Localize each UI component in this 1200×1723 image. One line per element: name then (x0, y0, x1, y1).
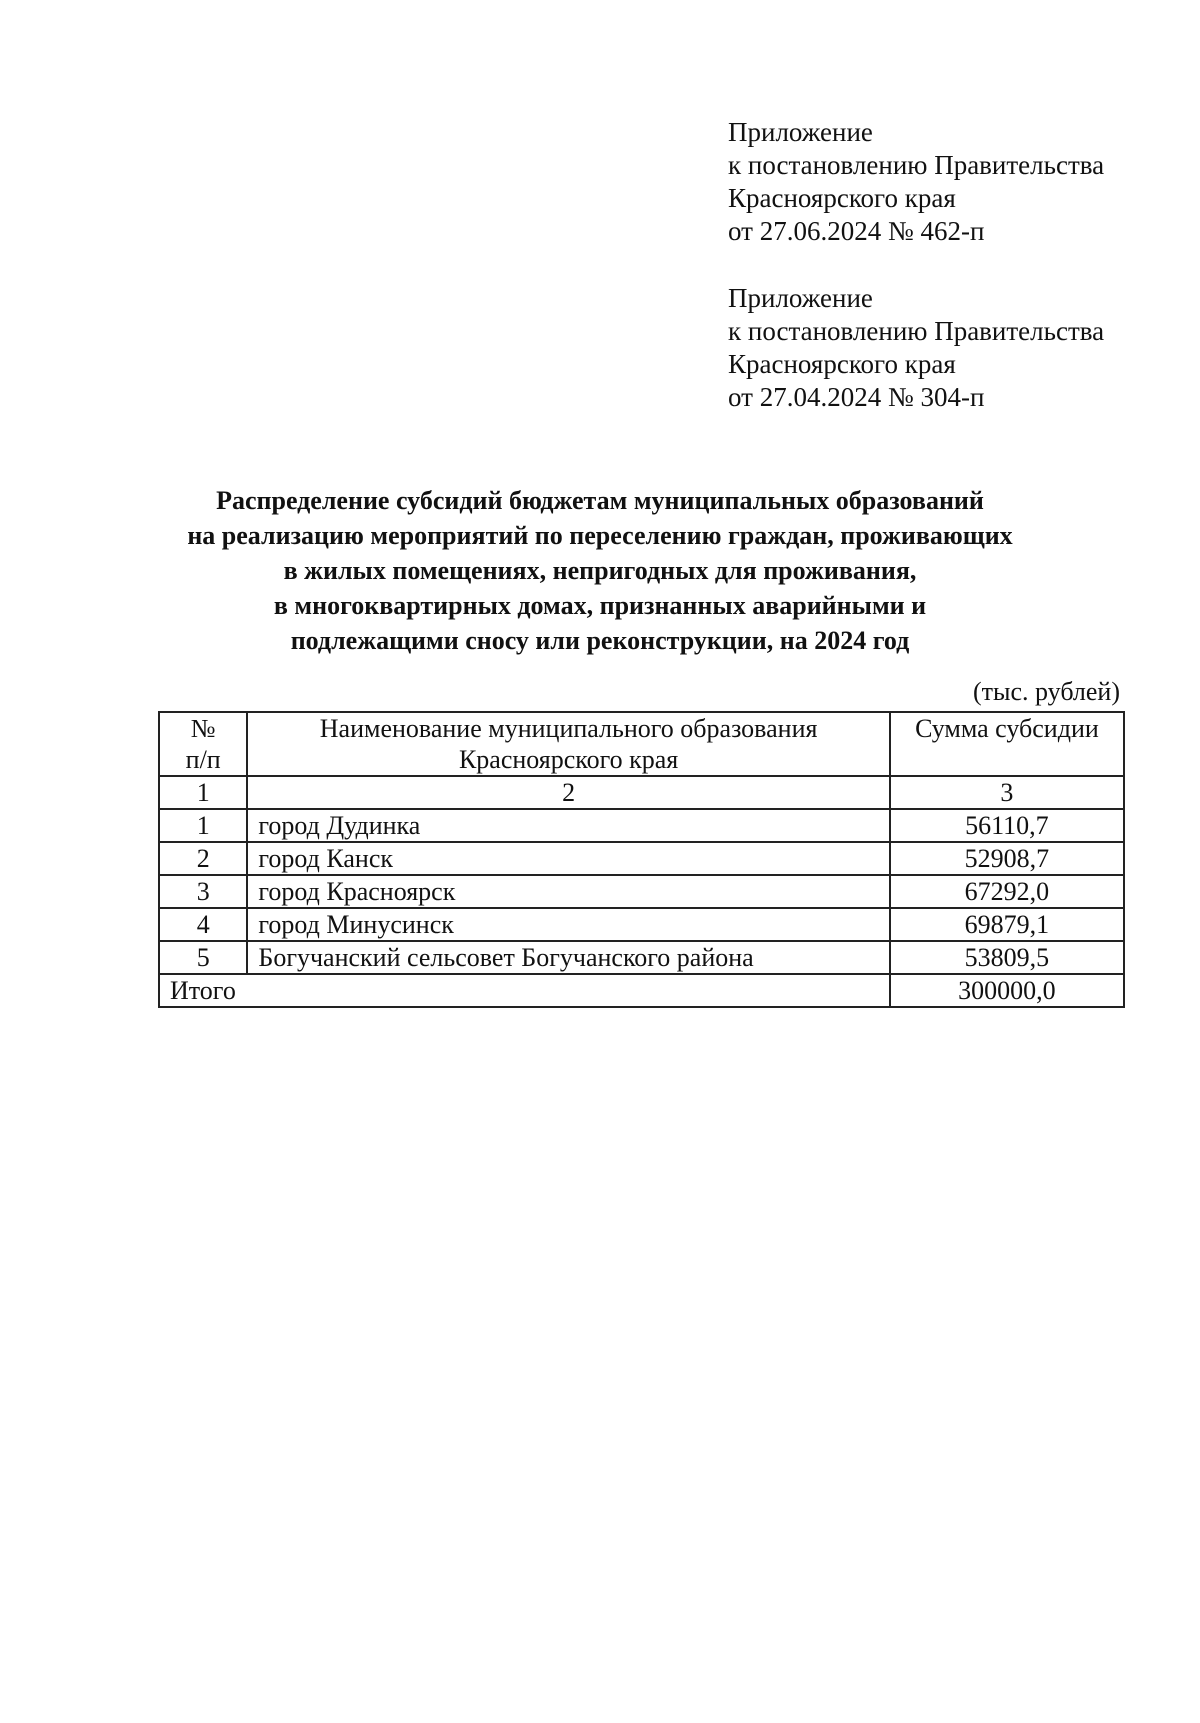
row-municipality: город Дудинка (247, 809, 889, 842)
appendix-block-current (728, 116, 1104, 248)
header-number-abbr: п/п (185, 745, 221, 774)
title-line-3: в жилых помещениях, непригодных для проживания, (283, 556, 917, 585)
column-index-row (159, 776, 1124, 809)
header-name (247, 712, 889, 776)
header-sum: Сумма субсидии (890, 712, 1124, 776)
appendix-reference: к постановлению Правительства (728, 316, 1105, 346)
row-sum: 52908,7 (890, 842, 1124, 875)
column-index-cell: 2 (247, 776, 889, 809)
row-sum: 56110,7 (890, 809, 1124, 842)
row-number: 4 (159, 908, 247, 941)
total-label: Итого (159, 974, 890, 1007)
appendix-region: Красноярского края (728, 183, 956, 213)
appendix-region: Красноярского края (728, 349, 956, 379)
appendix-heading: Приложение (728, 117, 873, 147)
row-number: 5 (159, 941, 247, 974)
appendix-date-number: от 27.04.2024 № 304-п (728, 382, 985, 412)
row-municipality: город Красноярск (247, 875, 889, 908)
document-title (150, 483, 1050, 658)
table-row (159, 809, 1124, 842)
table-row (159, 908, 1124, 941)
title-line-1: Распределение субсидий бюджетам муниципальных образований (216, 486, 984, 515)
row-number: 2 (159, 842, 247, 875)
table-row (159, 842, 1124, 875)
total-sum: 300000,0 (890, 974, 1124, 1007)
row-municipality: город Минусинск (247, 908, 889, 941)
header-name-line-1: Наименование муниципального образования (319, 714, 818, 743)
row-municipality: город Канск (247, 842, 889, 875)
row-municipality: Богучанский сельсовет Богучанского района (247, 941, 889, 974)
row-number: 3 (159, 875, 247, 908)
header-name-line-2: Красноярского края (458, 745, 679, 774)
column-index-cell: 1 (159, 776, 247, 809)
unit-note: (тыс. рублей) (972, 677, 1120, 706)
row-number: 1 (159, 809, 247, 842)
appendix-block-original (728, 282, 1104, 414)
table-row (159, 941, 1124, 974)
header-number-symbol: № (190, 714, 216, 743)
title-line-5: подлежащими сносу или реконструкции, на 2024 год (290, 626, 910, 655)
subsidy-table (158, 711, 1125, 1008)
appendix-heading: Приложение (728, 283, 873, 313)
table-row (159, 875, 1124, 908)
title-line-4: в многоквартирных домах, признанных аварийными и (273, 591, 927, 620)
header-number (159, 712, 247, 776)
table-total-row (159, 974, 1124, 1007)
row-sum: 53809,5 (890, 941, 1124, 974)
column-index-cell: 3 (890, 776, 1124, 809)
appendix-date-number: от 27.06.2024 № 462-п (728, 216, 985, 246)
table-header-row (159, 712, 1124, 776)
title-line-2: на реализацию мероприятий по переселению граждан, проживающих (187, 521, 1013, 550)
row-sum: 69879,1 (890, 908, 1124, 941)
appendix-reference: к постановлению Правительства (728, 150, 1105, 180)
row-sum: 67292,0 (890, 875, 1124, 908)
